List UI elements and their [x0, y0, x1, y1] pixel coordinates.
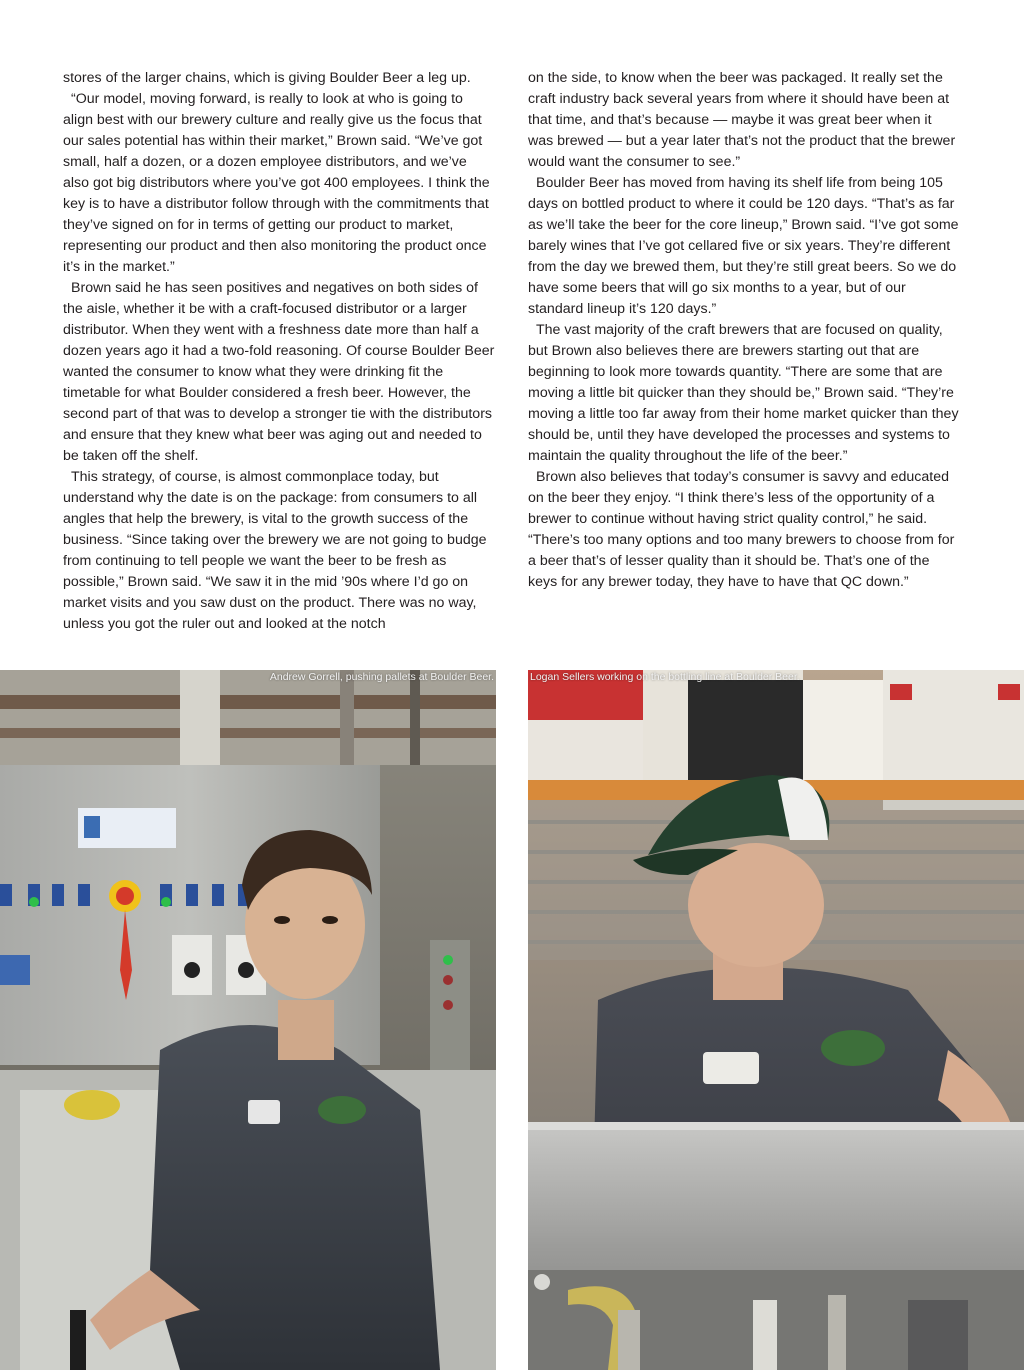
photo-andrew-gorrell [0, 670, 496, 1370]
paragraph: Brown said he has seen positives and negatives on both sides of the aisle, whether it be with a craft-focused distributor or a larger distributor. When they went with a freshness date more than half a dozen years ago it had a two-fold reasoning. Of course Boulder Beer wanted the consumer to know what they were drinking fit the timetable for what Boulder considered a fresh beer. However, the second part of that was to develop a stronger tie with the distributors and ensure that they knew what beer was aging out and needed to be taken off the shelf. [63, 280, 495, 464]
paragraph: “Our model, moving forward, is really to look at who is going to align best with our brewery culture and really give us the focus that our sales potential has within their market,” Brown said. “We’ve got small, half a dozen, or a dozen employee distributors, and we’ve also got big distributors where you’ve got 400 employees. I think the key is to have a distributor follow through with the commitments that they’ve signed on for in terms of getting our product to market, representing our product and then also monitoring the product once it’s in the market.” [63, 91, 490, 275]
paragraph: Boulder Beer has moved from having its shelf life from being 105 days on bottled product to where it could be 120 days. “That’s as far as we’ll take the beer for the core lineup,” Brown said. “I’ve got some barely wines that I’ve got cellared five or six years. They’re different from the day we brewed them, but they’re still great beers. So we do have some beers that will go six months to a year, but of our standard lineup it’s 120 days.” [528, 175, 959, 317]
photo-caption-left: Andrew Gorrell, pushing pallets at Boulder Beer. [269, 671, 494, 683]
article-left-column [63, 68, 495, 635]
paragraph: on the side, to know when the beer was packaged. It really set the craft industry back several years from where it should have been at that time, and that’s because — maybe it was great beer when it was brewed — but a year later that’s not the product that the brewer would want the consumer to see.” [528, 70, 956, 170]
photo-caption-right: Logan Sellers working on the bottling line at Boulder Beer. [530, 671, 800, 683]
paragraph: Brown also believes that today’s consumer is savvy and educated on the beer they enjoy. “I think there’s less of the opportunity of a brewer to continue without having strict quality control,” he said. “There’s too many options and too many brewers to choose from for a beer that’s of lesser quality than it should be. That’s one of the keys for any brewer today, they have to have that QC down.” [528, 469, 955, 590]
photo-logan-sellers [528, 670, 1024, 1370]
paragraph: This strategy, of course, is almost commonplace today, but understand why the date is on the package: from consumers to all angles that help the brewery, is vital to the growth success of the business. “Since taking over the brewery we are not going to budge from continuing to tell people we want the beer to be fresh as possible,” Brown said. “We saw it in the mid ’90s where I’d go on market visits and you saw dust on the product. There was no way, unless you got the ruler out and looked at the notch [63, 469, 487, 632]
paragraph: The vast majority of the craft brewers that are focused on quality, but Brown also believes there are brewers starting out that are beginning to look more towards quantity. “There are some that are moving a little bit quicker than they should be,” Brown said. “They’re moving a little too far away from their home market quicker than they should be, until they have developed the processes and systems to maintain the quality throughout the life of the beer.” [528, 322, 959, 464]
paragraph: stores of the larger chains, which is giving Boulder Beer a leg up. [63, 70, 471, 86]
article-right-column [528, 68, 960, 593]
